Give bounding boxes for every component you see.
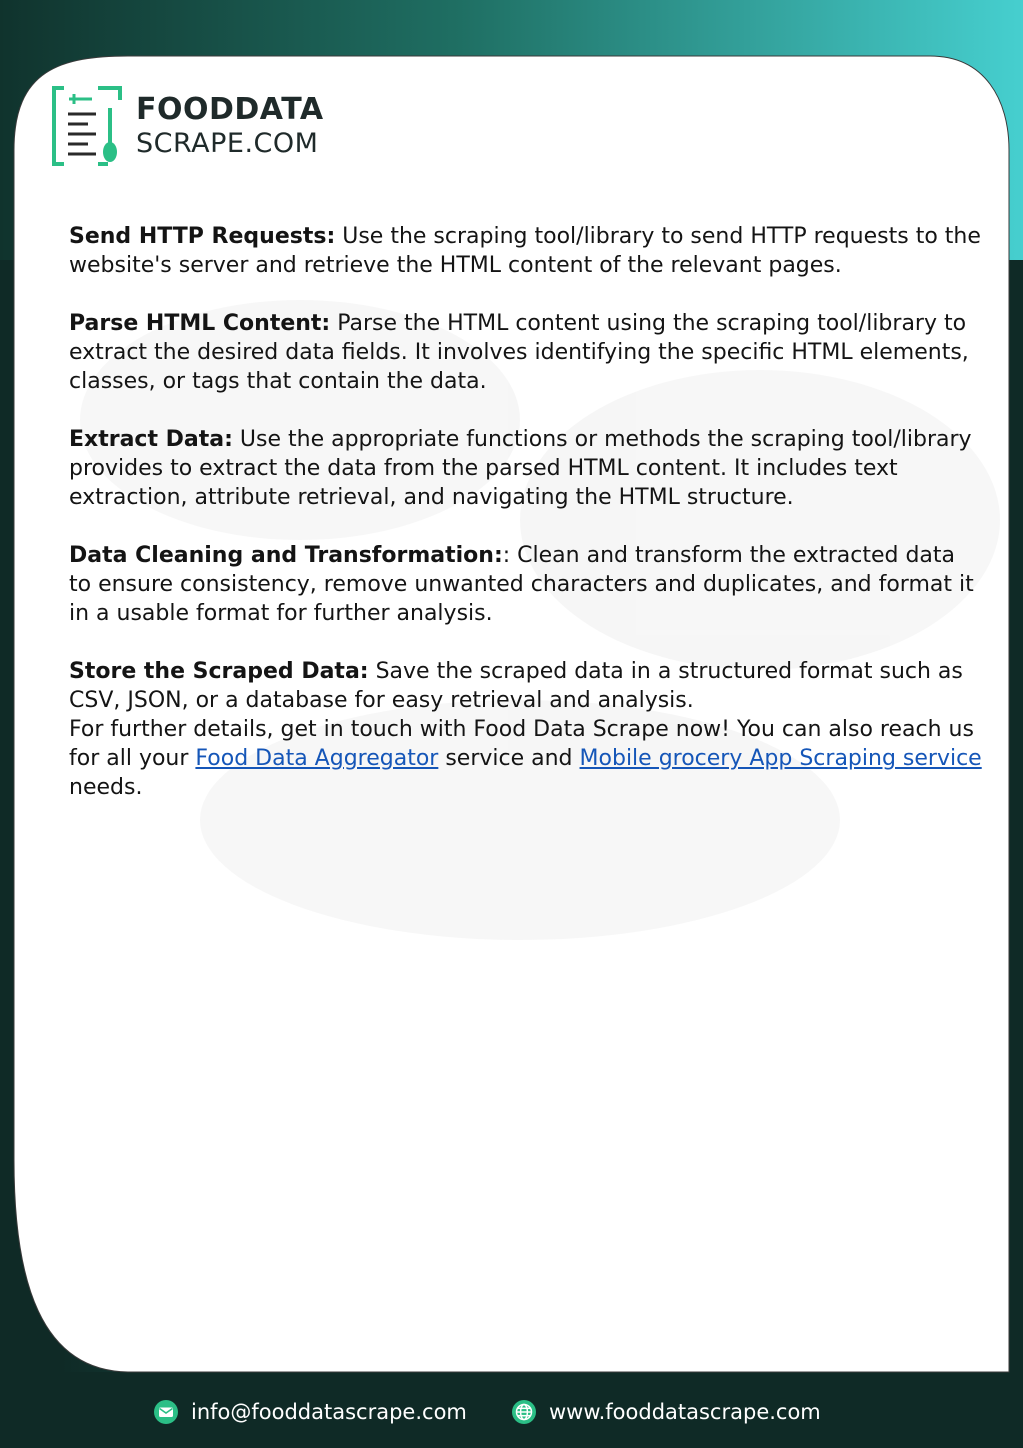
mobile-grocery-app-link[interactable]: Mobile grocery App Scraping service [579,746,982,771]
section-cleaning [69,541,984,628]
section-text: : Clean and transform the extracted data to ensure consistency, remove unwanted characters and duplicates, and format it in a usable format for further analysis. [69,543,974,626]
page-footer [0,1392,1023,1432]
section-text: Parse the HTML content using the scraping tool/library to extract the desired data fields. It involves identifying the specific HTML elements, classes, or tags that contain the data. [69,311,969,394]
section-heading: Send HTTP Requests: [69,224,336,249]
globe-icon [511,1399,537,1425]
section-heading: Extract Data: [69,427,233,452]
brand-name-line1: FOODDATA [136,92,324,127]
section-parse-html [69,309,984,396]
section-heading: Store the Scraped Data: [69,659,369,684]
section-heading: Parse HTML Content: [69,311,331,336]
closing-text-middle: service and [438,746,580,771]
section-send-http [69,222,984,280]
section-extract-data [69,425,984,512]
footer-website-text[interactable]: www.fooddatascrape.com [549,1400,821,1424]
footer-email-text[interactable]: info@fooddatascrape.com [191,1400,467,1424]
footer-website[interactable] [511,1396,821,1428]
section-text: Use the scraping tool/library to send HTTP requests to the website's server and retrieve the HTML content of the relevant pages. [69,224,981,278]
section-text: Use the appropriate functions or methods the scraping tool/library provides to extract the data from the parsed HTML content. It includes text extraction, attribute retrieval, and navigating the HTML structure. [69,427,972,510]
section-heading: Data Cleaning and Transformation: [69,543,503,568]
document-body [69,222,984,802]
brand-name-line2: SCRAPE.COM [136,128,319,159]
section-text: Save the scraped data in a structured format such as CSV, JSON, or a database for easy retrieval and analysis. [69,659,963,713]
food-data-aggregator-link[interactable]: Food Data Aggregator [195,746,439,771]
closing-text-end: needs. [69,775,143,800]
closing-text: For further details, get in touch with Food Data Scrape now! You can also reach us for all your [69,717,974,771]
brand-logo [52,86,352,168]
mail-icon [153,1399,179,1425]
menu-fork-spoon-icon [52,86,124,166]
section-store [69,657,984,802]
footer-email[interactable] [153,1396,467,1428]
